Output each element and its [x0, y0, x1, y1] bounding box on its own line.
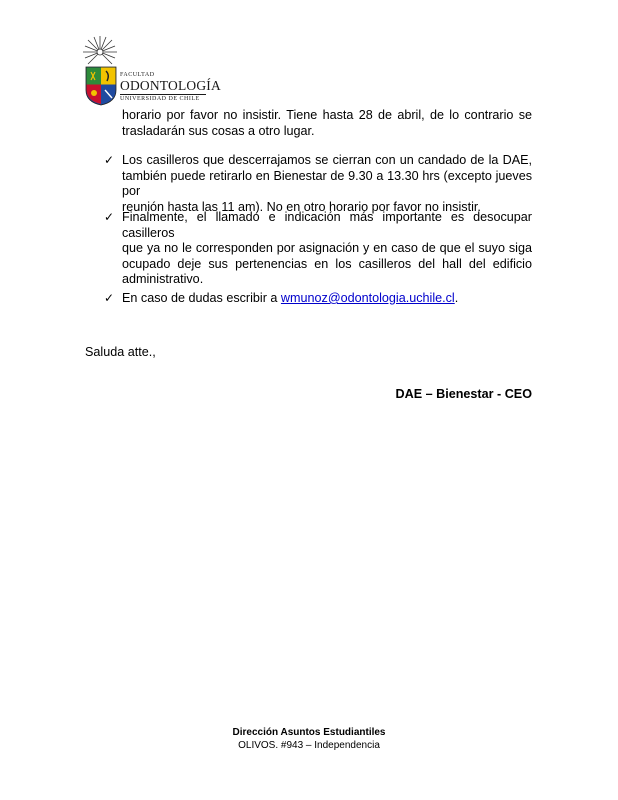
- paragraph-line: Los casilleros que descerrajamos se cierran con un candado de la DAE,: [122, 153, 532, 167]
- checkmark-icon: ✓: [104, 291, 115, 305]
- paragraph-line: trasladarán sus cosas a otro lugar.: [122, 123, 315, 138]
- checkmark-icon: ✓: [104, 210, 115, 224]
- paragraph-line: ocupado deje sus pertenencias en los casilleros del hall del edificio: [122, 256, 532, 271]
- paragraph-line: Finalmente, el llamado e indicación más importante es desocupar casilleros: [122, 210, 532, 240]
- logo-wordmark: [120, 72, 221, 103]
- paragraph-line: reunión hasta las 11 am). No en otro horario por favor no insistir.: [122, 199, 481, 214]
- logo-university-name: UNIVERSIDAD DE CHILE: [120, 96, 200, 102]
- contact-email-link[interactable]: wmunoz@odontologia.uchile.cl: [280, 291, 455, 305]
- greeting: Saluda atte.,: [85, 345, 156, 359]
- logo-faculty-label: FACULTAD: [120, 72, 155, 78]
- university-shield-icon: [85, 66, 117, 106]
- contact-item: [122, 291, 532, 307]
- continuation-paragraph: [122, 108, 532, 139]
- paragraph-line: horario por favor no insistir. Tiene hasta 28 de abril, de lo contrario se: [122, 108, 532, 122]
- footer-address: OLIVOS. #943 – Independencia: [238, 740, 380, 751]
- starburst-icon: [80, 34, 120, 70]
- page-footer: [0, 726, 618, 752]
- footer-office-name: Dirección Asuntos Estudiantiles: [232, 727, 386, 738]
- logo-faculty-name: ODONTOLOGÍA: [120, 78, 221, 93]
- checkmark-icon: ✓: [104, 153, 115, 167]
- notice-item-padlock: [122, 153, 532, 215]
- signature: DAE – Bienestar - CEO: [395, 387, 532, 401]
- paragraph-line: también puede retirarlo en Bienestar de 9.30 a 13.30 hrs (excepto jueves por: [122, 168, 532, 198]
- contact-prefix: En caso de dudas escribir a: [122, 291, 281, 305]
- logo-rule: [120, 94, 206, 95]
- paragraph-line: que ya no le corresponden por asignación y en caso de que el suyo siga: [122, 241, 532, 255]
- paragraph-line: administrativo.: [122, 272, 204, 286]
- notice-item-lockers: [122, 210, 532, 288]
- faculty-logo: [80, 34, 221, 106]
- contact-suffix: .: [454, 291, 459, 305]
